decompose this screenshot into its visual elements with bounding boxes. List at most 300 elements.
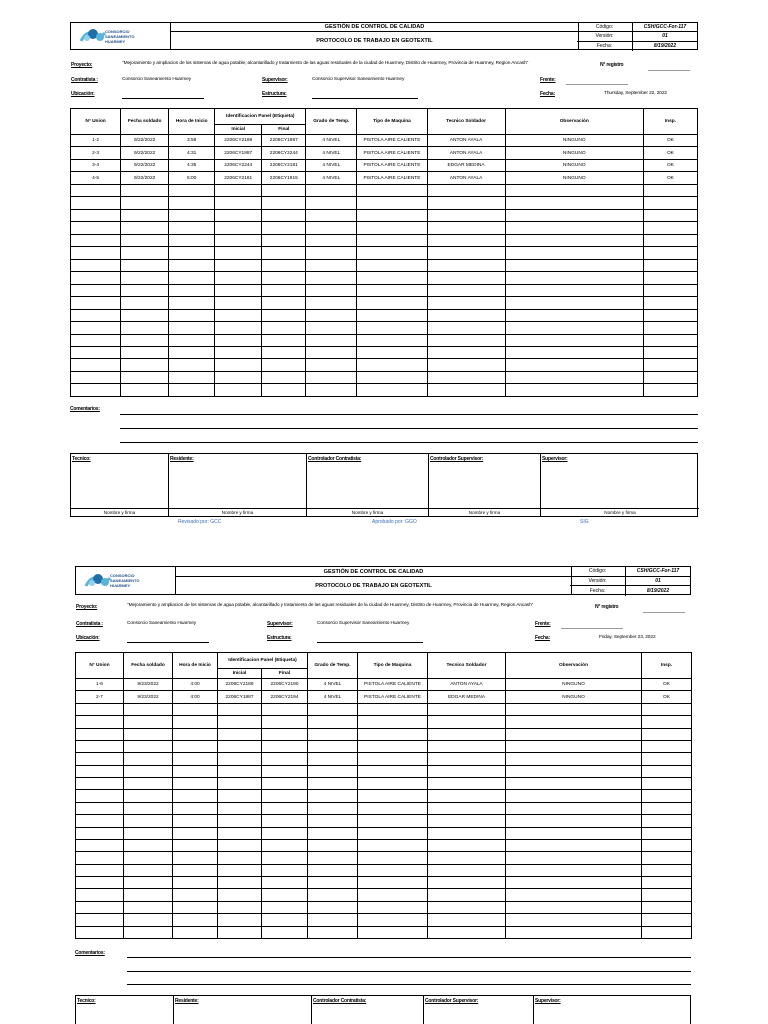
table-cell: 4:00: [173, 691, 218, 703]
meta-row-codigo: [570, 567, 690, 577]
table-cell-empty: [76, 753, 124, 765]
table-cell: 5:00: [169, 172, 215, 184]
table-cell-empty: [308, 778, 358, 790]
table-cell-empty: [506, 864, 642, 876]
table-cell: 2206CY2181: [215, 172, 262, 184]
table-cell-empty: [218, 889, 262, 901]
table-cell-empty: [173, 926, 218, 938]
table-cell-empty: [262, 864, 308, 876]
table-cell-empty: [173, 852, 218, 864]
table-cell-empty: [428, 728, 506, 740]
table-cell-empty: [506, 839, 642, 851]
table-cell-empty: [76, 852, 124, 864]
table-cell-empty: [76, 914, 124, 926]
column-header: Observación: [505, 109, 643, 135]
signature-title: Controlador Supervisor:: [430, 456, 484, 462]
table-cell: 9/22/2022: [121, 159, 169, 171]
table-cell-empty: [262, 765, 308, 777]
table-cell-empty: [218, 827, 262, 839]
signature-title: Supervisor:: [535, 998, 561, 1004]
table-cell-empty: [358, 864, 428, 876]
table-cell-empty: [428, 790, 506, 802]
table-cell-empty: [642, 852, 692, 864]
table-row-empty: [76, 864, 692, 876]
table-cell-empty: [262, 914, 308, 926]
table-cell: EDGAR MEDINA: [428, 691, 506, 703]
column-header: Tipo de Maquina: [358, 653, 428, 679]
table-cell-empty: [642, 740, 692, 752]
table-cell-empty: [506, 728, 642, 740]
meta-value: 8/19/2022: [646, 588, 670, 595]
meta-label: Fecha:: [577, 42, 633, 51]
table-cell: 2206CY2181: [262, 159, 306, 171]
table-cell-empty: [642, 901, 692, 913]
proyecto-label: Proyecto:: [76, 604, 98, 610]
table-cell-empty: [428, 852, 506, 864]
table-cell-empty: [173, 765, 218, 777]
table-cell-empty: [506, 914, 642, 926]
meta-value: CSH/GCC-For-117: [636, 568, 680, 575]
table-cell-empty: [428, 901, 506, 913]
table-cell-empty: [642, 864, 692, 876]
table-cell-empty: [262, 728, 308, 740]
table-cell-empty: [308, 901, 358, 913]
logo-text: CONSORCIO: [105, 29, 130, 34]
table-cell-empty: [506, 778, 642, 790]
table-cell-empty: [642, 716, 692, 728]
registro-label: N° registro: [600, 62, 624, 68]
meta-value: 01: [662, 33, 668, 40]
table-cell: OK: [643, 172, 697, 184]
table-cell: 9/23/2022: [124, 679, 173, 691]
signature-title: Residente:: [175, 998, 199, 1004]
table-cell-empty: [262, 889, 308, 901]
table-cell-empty: [428, 765, 506, 777]
table-row-empty: [76, 827, 692, 839]
table-cell-empty: [218, 926, 262, 938]
table-cell-empty: [76, 716, 124, 728]
table-cell: 3-4: [71, 159, 121, 171]
meta-row-version: [570, 577, 690, 587]
table-cell-empty: [642, 914, 692, 926]
table-cell-empty: [642, 926, 692, 938]
table-cell-empty: [173, 864, 218, 876]
table-cell-empty: [218, 802, 262, 814]
table-cell-empty: [218, 815, 262, 827]
table-row-empty: [76, 716, 692, 728]
table-cell-empty: [218, 728, 262, 740]
table-cell-empty: [76, 901, 124, 913]
table-cell-empty: [124, 926, 173, 938]
table-cell-empty: [173, 753, 218, 765]
table-cell-empty: [428, 877, 506, 889]
estructura-label: Estructura:: [267, 635, 292, 641]
table-cell-empty: [358, 728, 428, 740]
table-cell: NINGUNO: [505, 172, 643, 184]
table-cell-empty: [506, 716, 642, 728]
table-row-empty: [76, 877, 692, 889]
proyecto-text: "Mejoramiento y ampliacion de los sistemas de agua potable, alcantarillado y tratamiento de las aguas residuales de la ciudad de Huarmey, Distrito de Huarmey, Provincia de Huarmey, Region Ancash": [122, 61, 529, 66]
table-cell-empty: [124, 914, 173, 926]
table-cell: 9/22/2022: [121, 172, 169, 184]
table-cell-empty: [308, 716, 358, 728]
table-cell-empty: [358, 778, 428, 790]
table-cell-empty: [218, 852, 262, 864]
table-cell-empty: [218, 864, 262, 876]
signature-title: Controlador Supervisor:: [425, 998, 479, 1004]
table-cell-empty: [173, 877, 218, 889]
table-cell-empty: [124, 716, 173, 728]
column-header: Tipo de Maquina: [357, 109, 427, 135]
table-cell-empty: [308, 753, 358, 765]
column-header-inicial: Inicial: [218, 669, 262, 679]
table-cell-empty: [428, 740, 506, 752]
table-cell-empty: [308, 839, 358, 851]
table-cell-empty: [218, 703, 262, 715]
table-cell: 2206CY2244: [215, 159, 262, 171]
table-cell: PISTOLA AIRE CALIENTE: [357, 172, 427, 184]
header-meta: [570, 567, 690, 594]
table-cell: PISTOLA AIRE CALIENTE: [357, 135, 427, 147]
table-cell-empty: [428, 753, 506, 765]
footer-aprobado: Aprobado por: GGO: [372, 519, 417, 525]
table-cell-empty: [642, 765, 692, 777]
table-cell-empty: [358, 852, 428, 864]
nombre-firma-label: Nombre y firma: [429, 508, 540, 516]
contratista-label: Contratista :: [76, 621, 103, 627]
table-cell: OK: [643, 135, 697, 147]
table-cell-empty: [358, 901, 428, 913]
table-cell: OK: [643, 147, 697, 159]
table-cell: NINGUNO: [505, 135, 643, 147]
table-cell-empty: [358, 889, 428, 901]
comment-line: [127, 984, 691, 985]
table-cell-empty: [173, 778, 218, 790]
comentarios-label: Comentarios:: [70, 406, 100, 412]
table-cell-empty: [506, 703, 642, 715]
table-cell-empty: [642, 753, 692, 765]
table-cell-empty: [642, 839, 692, 851]
column-header: Grado de Temp.: [306, 109, 357, 135]
table-cell: OK: [642, 679, 692, 691]
table-cell: 1-2: [71, 135, 121, 147]
table-cell-empty: [262, 852, 308, 864]
table-cell-empty: [308, 864, 358, 876]
meta-label: Versión:: [570, 577, 626, 586]
registro-line: [643, 612, 685, 613]
contratista-value: Consorcio Saneamiento Huarmey: [122, 77, 192, 82]
frente-line: [561, 628, 623, 629]
column-header-ident: Identificacion Panel (Etiqueta): [218, 653, 308, 669]
table-cell: 2206CY2189: [215, 135, 262, 147]
meta-row-fecha: [570, 586, 690, 596]
estructura-label: Estructura:: [262, 91, 287, 97]
header-subtitle: PROTOCOLO DE TRABAJO EN GEOTEXTIL: [315, 582, 432, 589]
meta-label: Fecha:: [570, 586, 626, 596]
table-cell-empty: [262, 827, 308, 839]
table-cell-empty: [218, 839, 262, 851]
table-cell: 4:00: [173, 679, 218, 691]
table-cell: 2206CY2194: [262, 691, 308, 703]
table-cell-empty: [76, 703, 124, 715]
table-cell-empty: [506, 889, 642, 901]
table-cell: 9/22/2022: [121, 147, 169, 159]
table-cell-empty: [124, 778, 173, 790]
ubicacion-label: Ubicación:: [76, 635, 100, 641]
column-header-final: Final: [262, 125, 306, 135]
table-cell-empty: [642, 889, 692, 901]
signature-title: Residente:: [170, 456, 194, 462]
signature-cell-ctr_supervisor: [424, 996, 534, 1024]
table-cell-empty: [218, 765, 262, 777]
table-cell-empty: [358, 740, 428, 752]
table-cell-empty: [506, 753, 642, 765]
table-cell: NINGUNO: [506, 679, 642, 691]
frente-label: Frente:: [535, 621, 551, 627]
column-header-final: Final: [262, 669, 308, 679]
column-header: N° Union: [71, 109, 121, 135]
table-cell-empty: [358, 926, 428, 938]
table-cell-empty: [642, 778, 692, 790]
form-header: [75, 566, 691, 595]
table-cell-empty: [428, 889, 506, 901]
table-cell-empty: [642, 790, 692, 802]
header-title: GESTIÓN DE CONTROL DE CALIDAD: [176, 567, 571, 577]
table-cell-empty: [173, 815, 218, 827]
table-cell-empty: [76, 827, 124, 839]
comment-line: [127, 971, 691, 972]
table-cell-empty: [506, 852, 642, 864]
column-header: Tecnico Soldador: [428, 653, 506, 679]
logo-text: HUARMEY: [110, 583, 131, 588]
table-row-empty: [76, 728, 692, 740]
table-cell-empty: [642, 728, 692, 740]
table-cell: 4 NIVEL: [306, 159, 357, 171]
table-cell-empty: [506, 877, 642, 889]
table-cell-empty: [642, 877, 692, 889]
supervisor-value: Consorcio Supervisor Saneamiento Huarmey: [312, 77, 405, 82]
welding-table: [75, 652, 692, 939]
table-cell-empty: [358, 703, 428, 715]
estructura-line: [317, 642, 423, 643]
table-cell: PISTOLA AIRE CALIENTE: [358, 679, 428, 691]
column-header: Hora de Inicio: [169, 109, 215, 135]
table-cell-empty: [506, 901, 642, 913]
table-row-empty: [76, 778, 692, 790]
table-cell-empty: [358, 753, 428, 765]
table-cell-empty: [358, 802, 428, 814]
table-row-empty: [76, 852, 692, 864]
contratista-label: Contratista :: [71, 77, 98, 83]
table-cell-empty: [124, 815, 173, 827]
meta-value: 8/19/2022: [653, 43, 677, 50]
header-subtitle: PROTOCOLO DE TRABAJO EN GEOTEXTIL: [316, 37, 433, 44]
table-cell: OK: [642, 691, 692, 703]
signature-title: Controlador Contratista:: [308, 456, 362, 462]
table-cell-empty: [76, 765, 124, 777]
column-header-ident: Identificacion Panel (Etiqueta): [215, 109, 306, 125]
table-cell-empty: [428, 839, 506, 851]
table-cell: 4 NIVEL: [308, 691, 358, 703]
table-cell-empty: [218, 790, 262, 802]
table-cell: 4:35: [169, 159, 215, 171]
table-cell: ANTON AYALA: [427, 135, 505, 147]
comentarios-label: Comentarios:: [75, 950, 105, 956]
table-cell-empty: [124, 852, 173, 864]
table-cell: 3:58: [169, 135, 215, 147]
table-cell-empty: [173, 716, 218, 728]
table-cell-empty: [428, 716, 506, 728]
table-cell-empty: [642, 815, 692, 827]
meta-value: CSH/GCC-For-117: [643, 24, 687, 31]
table-cell-empty: [358, 815, 428, 827]
table-row-empty: [76, 901, 692, 913]
table-cell: 2206CY1887: [215, 147, 262, 159]
contratista-value: Consorcio Saneamiento Huarmey: [127, 621, 197, 626]
table-cell-empty: [428, 815, 506, 827]
nombre-firma-label: Nombre y firma: [307, 508, 428, 516]
table-cell-empty: [124, 728, 173, 740]
table-cell-empty: [308, 815, 358, 827]
table-cell: ANTON AYALA: [428, 679, 506, 691]
table-cell-empty: [76, 889, 124, 901]
table-cell-empty: [506, 802, 642, 814]
table-cell-empty: [124, 740, 173, 752]
table-cell-empty: [308, 914, 358, 926]
fecha-label: Fecha:: [535, 635, 550, 641]
table-row: [76, 691, 692, 703]
table-cell-empty: [308, 877, 358, 889]
table-row: [76, 679, 692, 691]
table-cell-empty: [642, 827, 692, 839]
table-cell-empty: [218, 778, 262, 790]
table-cell-empty: [76, 778, 124, 790]
table-cell-empty: [308, 802, 358, 814]
table-cell: 4-5: [71, 172, 121, 184]
table-cell-empty: [218, 901, 262, 913]
company-logo: [76, 567, 176, 594]
column-header: Insp.: [643, 109, 697, 135]
table-row-empty: [76, 889, 692, 901]
table-cell-empty: [124, 827, 173, 839]
table-cell-empty: [124, 765, 173, 777]
table-row-empty: [76, 926, 692, 938]
table-cell-empty: [173, 703, 218, 715]
table-cell-empty: [218, 914, 262, 926]
column-header: Observación: [506, 653, 642, 679]
table-cell-empty: [76, 740, 124, 752]
table-cell-empty: [506, 815, 642, 827]
signature-cell-supervisor: [534, 996, 692, 1024]
proyecto-text: "Mejoramiento y ampliacion de los sistemas de agua potable, alcantarillado y tratamiento de las aguas residuales de la ciudad de Huarmey, Distrito de Huarmey, Provincia de Huarmey, Region Ancash": [127, 603, 534, 608]
table-row-empty: [76, 703, 692, 715]
table-cell-empty: [218, 877, 262, 889]
table-cell-empty: [124, 901, 173, 913]
table-cell-empty: [358, 839, 428, 851]
ubicacion-label: Ubicación:: [71, 91, 95, 97]
table-cell-empty: [506, 926, 642, 938]
table-cell-empty: [642, 802, 692, 814]
header-title: GESTIÓN DE CONTROL DE CALIDAD: [171, 23, 578, 32]
table-cell-empty: [358, 790, 428, 802]
table-cell-empty: [173, 728, 218, 740]
table-cell-empty: [358, 877, 428, 889]
table-cell-empty: [428, 827, 506, 839]
column-header: Hora de Inicio: [173, 653, 218, 679]
table-cell-empty: [358, 827, 428, 839]
table-cell-empty: [308, 728, 358, 740]
signature-block: [75, 995, 691, 1024]
column-header-inicial: Inicial: [215, 125, 262, 135]
table-cell-empty: [76, 839, 124, 851]
table-cell-empty: [124, 802, 173, 814]
table-cell-empty: [124, 753, 173, 765]
table-cell-empty: [262, 703, 308, 715]
table-row-empty: [76, 815, 692, 827]
table-cell: 9/23/2022: [124, 691, 173, 703]
meta-label: Versión:: [577, 32, 633, 40]
table-cell-empty: [173, 790, 218, 802]
table-cell-empty: [428, 914, 506, 926]
column-header: Fecha soldado: [121, 109, 169, 135]
column-header: Grado de Temp.: [308, 653, 358, 679]
table-cell: NINGUNO: [505, 159, 643, 171]
table-cell: 2-7: [76, 691, 124, 703]
table-cell-empty: [173, 889, 218, 901]
header-titles: [176, 567, 572, 594]
table-cell-empty: [428, 802, 506, 814]
table-cell-empty: [262, 815, 308, 827]
signature-title: Supervisor:: [542, 456, 568, 462]
table-cell-empty: [262, 877, 308, 889]
table-cell-empty: [308, 852, 358, 864]
table-row-empty: [76, 802, 692, 814]
table-cell-empty: [428, 703, 506, 715]
column-header: N° Union: [76, 653, 124, 679]
table-cell-empty: [262, 839, 308, 851]
table-cell-empty: [262, 790, 308, 802]
table-cell: 4 NIVEL: [306, 147, 357, 159]
table-cell: NINGUNO: [506, 691, 642, 703]
table-cell-empty: [218, 716, 262, 728]
signature-title: Tecnico:: [77, 998, 96, 1004]
table-cell: PISTOLA AIRE CALIENTE: [358, 691, 428, 703]
table-cell-empty: [506, 790, 642, 802]
table-row-empty: [76, 790, 692, 802]
column-header: Fecha soldado: [124, 653, 173, 679]
meta-label: Código:: [570, 567, 626, 576]
table-cell-empty: [124, 864, 173, 876]
table-cell-empty: [76, 802, 124, 814]
table-cell-empty: [262, 901, 308, 913]
table-cell-empty: [124, 877, 173, 889]
nombre-firma-label: Nombre y firma: [169, 508, 306, 516]
table-cell: 2206CY1887: [262, 135, 306, 147]
table-cell-empty: [262, 740, 308, 752]
table-cell-empty: [124, 839, 173, 851]
supervisor-label: Supervisor:: [267, 621, 293, 627]
table-cell: OK: [643, 159, 697, 171]
meta-value: 01: [655, 577, 661, 584]
table-cell-empty: [308, 889, 358, 901]
table-cell: 1-6: [76, 679, 124, 691]
fecha-value: Friday, September 23, 2022: [599, 635, 656, 640]
table-cell-empty: [262, 716, 308, 728]
table-row-empty: [76, 765, 692, 777]
table-cell-empty: [506, 765, 642, 777]
table-cell: EDGAR MEDINA: [427, 159, 505, 171]
logo-text: SANEAMIENTO: [105, 34, 135, 39]
